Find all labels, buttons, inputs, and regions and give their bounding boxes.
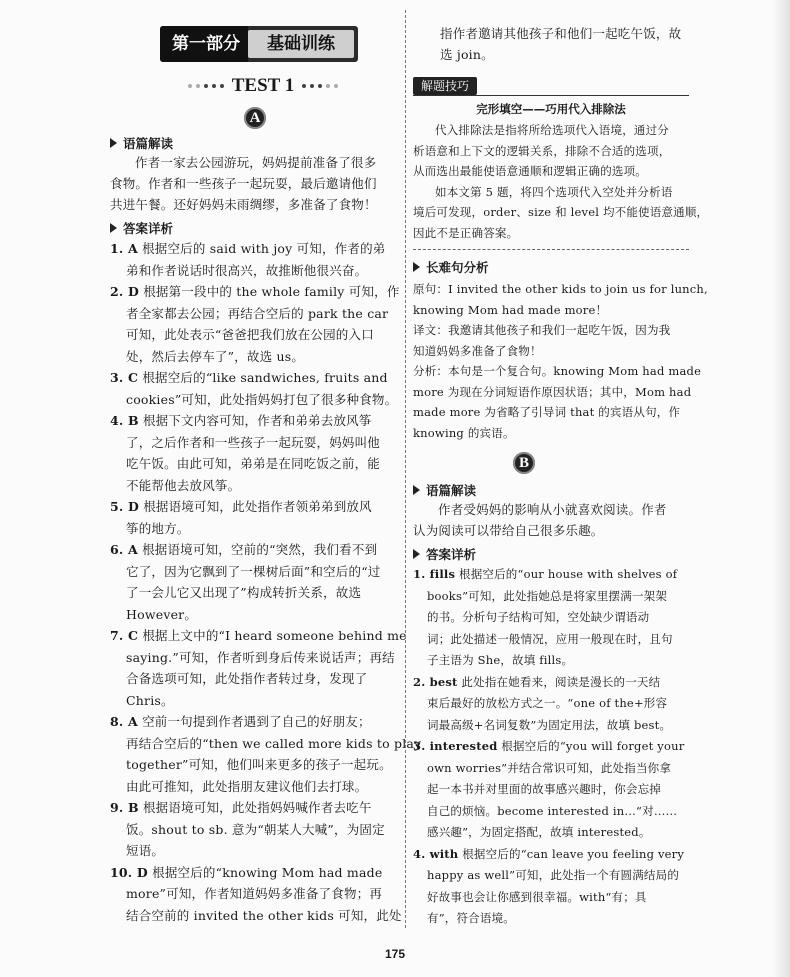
long-sentence-line: 知道妈妈多准备了食物！ [413, 343, 542, 358]
answer-line: 再结合空后的“then we called more kids to play [126, 735, 422, 751]
column-divider [405, 10, 406, 928]
long-sentence-line: 原句：I invited the other kids to join us for lunch, [413, 282, 708, 296]
answer-line: own worries”并结合常识可知，此处指当你拿 [427, 760, 672, 775]
answer-line: 饭。shout to sb. 意为“朝某人大喊”，为固定 [126, 821, 385, 837]
answer-line: 由此可推知，此处指朋友建议他们去打球。 [126, 778, 368, 794]
answer-line: 10. D 根据空后的“knowing Mom had made [110, 864, 383, 880]
reading-line: 食物。作者和一些孩子一起玩耍，最后邀请他们 [110, 176, 377, 191]
arrow-icon [110, 138, 117, 148]
answer-line: 筝的地方。 [126, 520, 190, 536]
answer-line: 可知，此处表示“爸爸把我们放在公园的入口 [126, 327, 374, 342]
answer-line: 词；此处描述一般情况，应用一般现在时，且句 [427, 631, 673, 646]
right-reading-heading-text: 语篇解读 [426, 483, 477, 498]
long-sentence-line: 译文：我邀请其他孩子和我们一起吃午饭，因为我 [413, 323, 671, 337]
answer-line: 好故事也会让你感到很幸福。with“有；具 [427, 889, 647, 904]
answer-line: cookies”可知，此处指妈妈打包了很多种食物。 [126, 391, 398, 407]
tips-line: 境后可发现，order、size 和 level 均不能使语意通顺， [413, 205, 709, 219]
answer-line: 7. C 根据上文中的“I heard someone behind me [110, 628, 407, 643]
answer-line: 3. C 根据空后的“like sandwiches, fruits and [110, 370, 388, 385]
test-title-text: TEST 1 [231, 75, 295, 96]
answer-line: 3. interested 根据空后的“you will forget your [413, 739, 685, 753]
answer-line: together”可知，他们叫来更多的孩子一起玩。 [126, 757, 392, 772]
answer-line: Chris。 [126, 692, 174, 708]
answer-line: 4. with 根据空后的“can leave you feeling very [413, 846, 685, 861]
title-dots-right [302, 84, 338, 88]
tips-title: 完形填空——巧用代入排除法 [476, 102, 626, 116]
reading-line: 作者受妈妈的影响从小就喜欢阅读。作者 [438, 502, 667, 517]
page-number: 175 [384, 947, 406, 961]
tips-end-rule [413, 249, 689, 250]
long-sentence-line: more 为现在分词短语作原因状语；其中，Mom had [413, 384, 692, 399]
answer-line: 短语。 [126, 843, 165, 858]
answer-line: 2. D 根据第一段中的 the whole family 可知，作 [110, 284, 400, 299]
left-answers-heading [110, 219, 173, 237]
long-sentence-line: made more 为省略了引导词 that 的宾语从句，作 [413, 405, 681, 419]
answer-line: saying.”可知，作者听到身后传来说话声；再结 [126, 649, 395, 665]
answer-line: 1. A 根据空后的 said with joy 可知，作者的弟 [110, 241, 386, 256]
answer-line: 有”，符合语境。 [427, 911, 515, 925]
answer-line: 它了，因为它飘到了一棵树后面”和空后的“过 [126, 563, 381, 579]
tips-line: 代入排除法是指将所给选项代入语境，通过分 [435, 123, 669, 137]
long-sentence-heading [413, 258, 489, 276]
test-title [168, 74, 358, 98]
answer-line: books”可知，此处指她总是将家里摆满一架架 [427, 588, 668, 603]
page-edge-shadow [772, 0, 790, 977]
answer-line: However。 [126, 606, 198, 622]
title-dots-left [188, 84, 224, 88]
right-answers-heading [413, 545, 476, 563]
long-sentence-heading-text: 长难句分析 [426, 260, 489, 275]
answer-line: 弟和作者说话时很高兴，故推断他很兴奋。 [126, 262, 368, 278]
long-sentence-line: knowing Mom had made more！ [413, 302, 608, 317]
right-answers-heading-text: 答案详析 [426, 547, 477, 562]
answer-line: 者全家都去公园；再结合空后的 park the car [126, 305, 389, 321]
answer-line: 子主语为 She，故填 fills。 [427, 653, 574, 667]
tips-rule [413, 95, 689, 96]
answer-line: 4. B 根据下文内容可知，作者和弟弟去放风筝 [110, 413, 372, 428]
left-reading-heading-text: 语篇解读 [123, 136, 174, 151]
banner-part-label: 第一部分 [160, 26, 248, 62]
tips-tag: 解题技巧 [413, 77, 477, 95]
answer-line: 6. A 根据语境可知，空前的“突然，我们看不到 [110, 542, 378, 557]
long-sentence-line: 分析：本句是一个复合句。knowing Mom had made [413, 364, 702, 378]
arrow-icon [413, 262, 420, 272]
continuation-line: 指作者邀请其他孩子和他们一起吃午饭，故 [440, 26, 682, 41]
answer-line: 9. B 根据语境可知，此处指妈妈喊作者去吃午 [110, 800, 372, 815]
arrow-icon [413, 485, 420, 495]
answer-line: happy as well”可知，此处指一个有圆满结局的 [427, 868, 680, 882]
answer-line: 不能帮他去放风筝。 [126, 477, 241, 493]
passage-b-badge: B [513, 452, 535, 474]
answer-line: 起一本书并对里面的故事感兴趣时，你会忘掉 [427, 782, 661, 796]
reading-line: 共进午餐。还好妈妈未雨绸缪，多准备了食物！ [110, 197, 377, 212]
answer-line: 感兴趣”，为固定搭配，故填 interested。 [427, 825, 651, 839]
left-answers-heading-text: 答案详析 [123, 221, 174, 236]
tips-line: 从而选出最能使语意通顺和逻辑正确的选项。 [413, 164, 647, 178]
section-banner [160, 26, 358, 62]
answer-line: 1. fills 根据空后的“our house with shelves of [413, 567, 678, 581]
reading-line: 认为阅读可以带给自己很多乐趣。 [413, 523, 604, 538]
answer-line: 5. D 根据语境可知，此处指作者领弟弟到放风 [110, 499, 372, 514]
tips-line: 因此不是正确答案。 [413, 225, 519, 240]
arrow-icon [413, 549, 420, 559]
answer-line: 词最高级+名词复数”为固定用法，故填 best。 [427, 717, 672, 732]
answer-line: 8. A 空前一句提到作者遇到了自己的好朋友； [110, 714, 371, 729]
answer-line: 处，然后去停车了”，故选 us。 [126, 348, 305, 364]
answer-line: 2. best 此处指在她看来，阅读是漫长的一天结 [413, 674, 661, 689]
answer-line: 结合空前的 invited the other kids 可知，此处 [126, 907, 402, 923]
answer-line: more”可知，作者知道妈妈多准备了食物；再 [126, 886, 383, 901]
answer-line: 了一会儿它又出现了”构成转折关系，故选 [126, 585, 362, 600]
answer-line: 合备选项可知，此处指作者转过身，发现了 [126, 671, 368, 686]
left-reading-heading [110, 134, 173, 152]
reading-line: 作者一家去公园游玩，妈妈提前准备了很多 [135, 155, 377, 170]
passage-a-badge: A [244, 107, 266, 129]
tips-line: 析语意和上下文的逻辑关系，排除不合适的选项， [413, 143, 671, 158]
answer-line: 束后最好的放松方式之一。“one of the+形容 [427, 696, 668, 710]
arrow-icon [110, 223, 117, 233]
continuation-line: 选 join。 [440, 47, 494, 62]
right-reading-heading [413, 481, 476, 499]
answer-line: 自己的烦恼。become interested in…“对…… [427, 803, 678, 818]
banner-section-label: 基础训练 [248, 30, 354, 58]
answer-line: 吃午饭。由此可知，弟弟是在同吃饭之前，能 [126, 456, 381, 471]
tips-line: 如本文第 5 题，将四个选项代入空处并分析语 [435, 184, 673, 199]
answer-line: 的书。分析句子结构可知，空处缺少谓语动 [427, 610, 650, 624]
long-sentence-line: knowing 的宾语。 [413, 425, 515, 440]
answer-line: 了，之后作者和一些孩子一起玩耍，妈妈叫他 [126, 434, 381, 450]
